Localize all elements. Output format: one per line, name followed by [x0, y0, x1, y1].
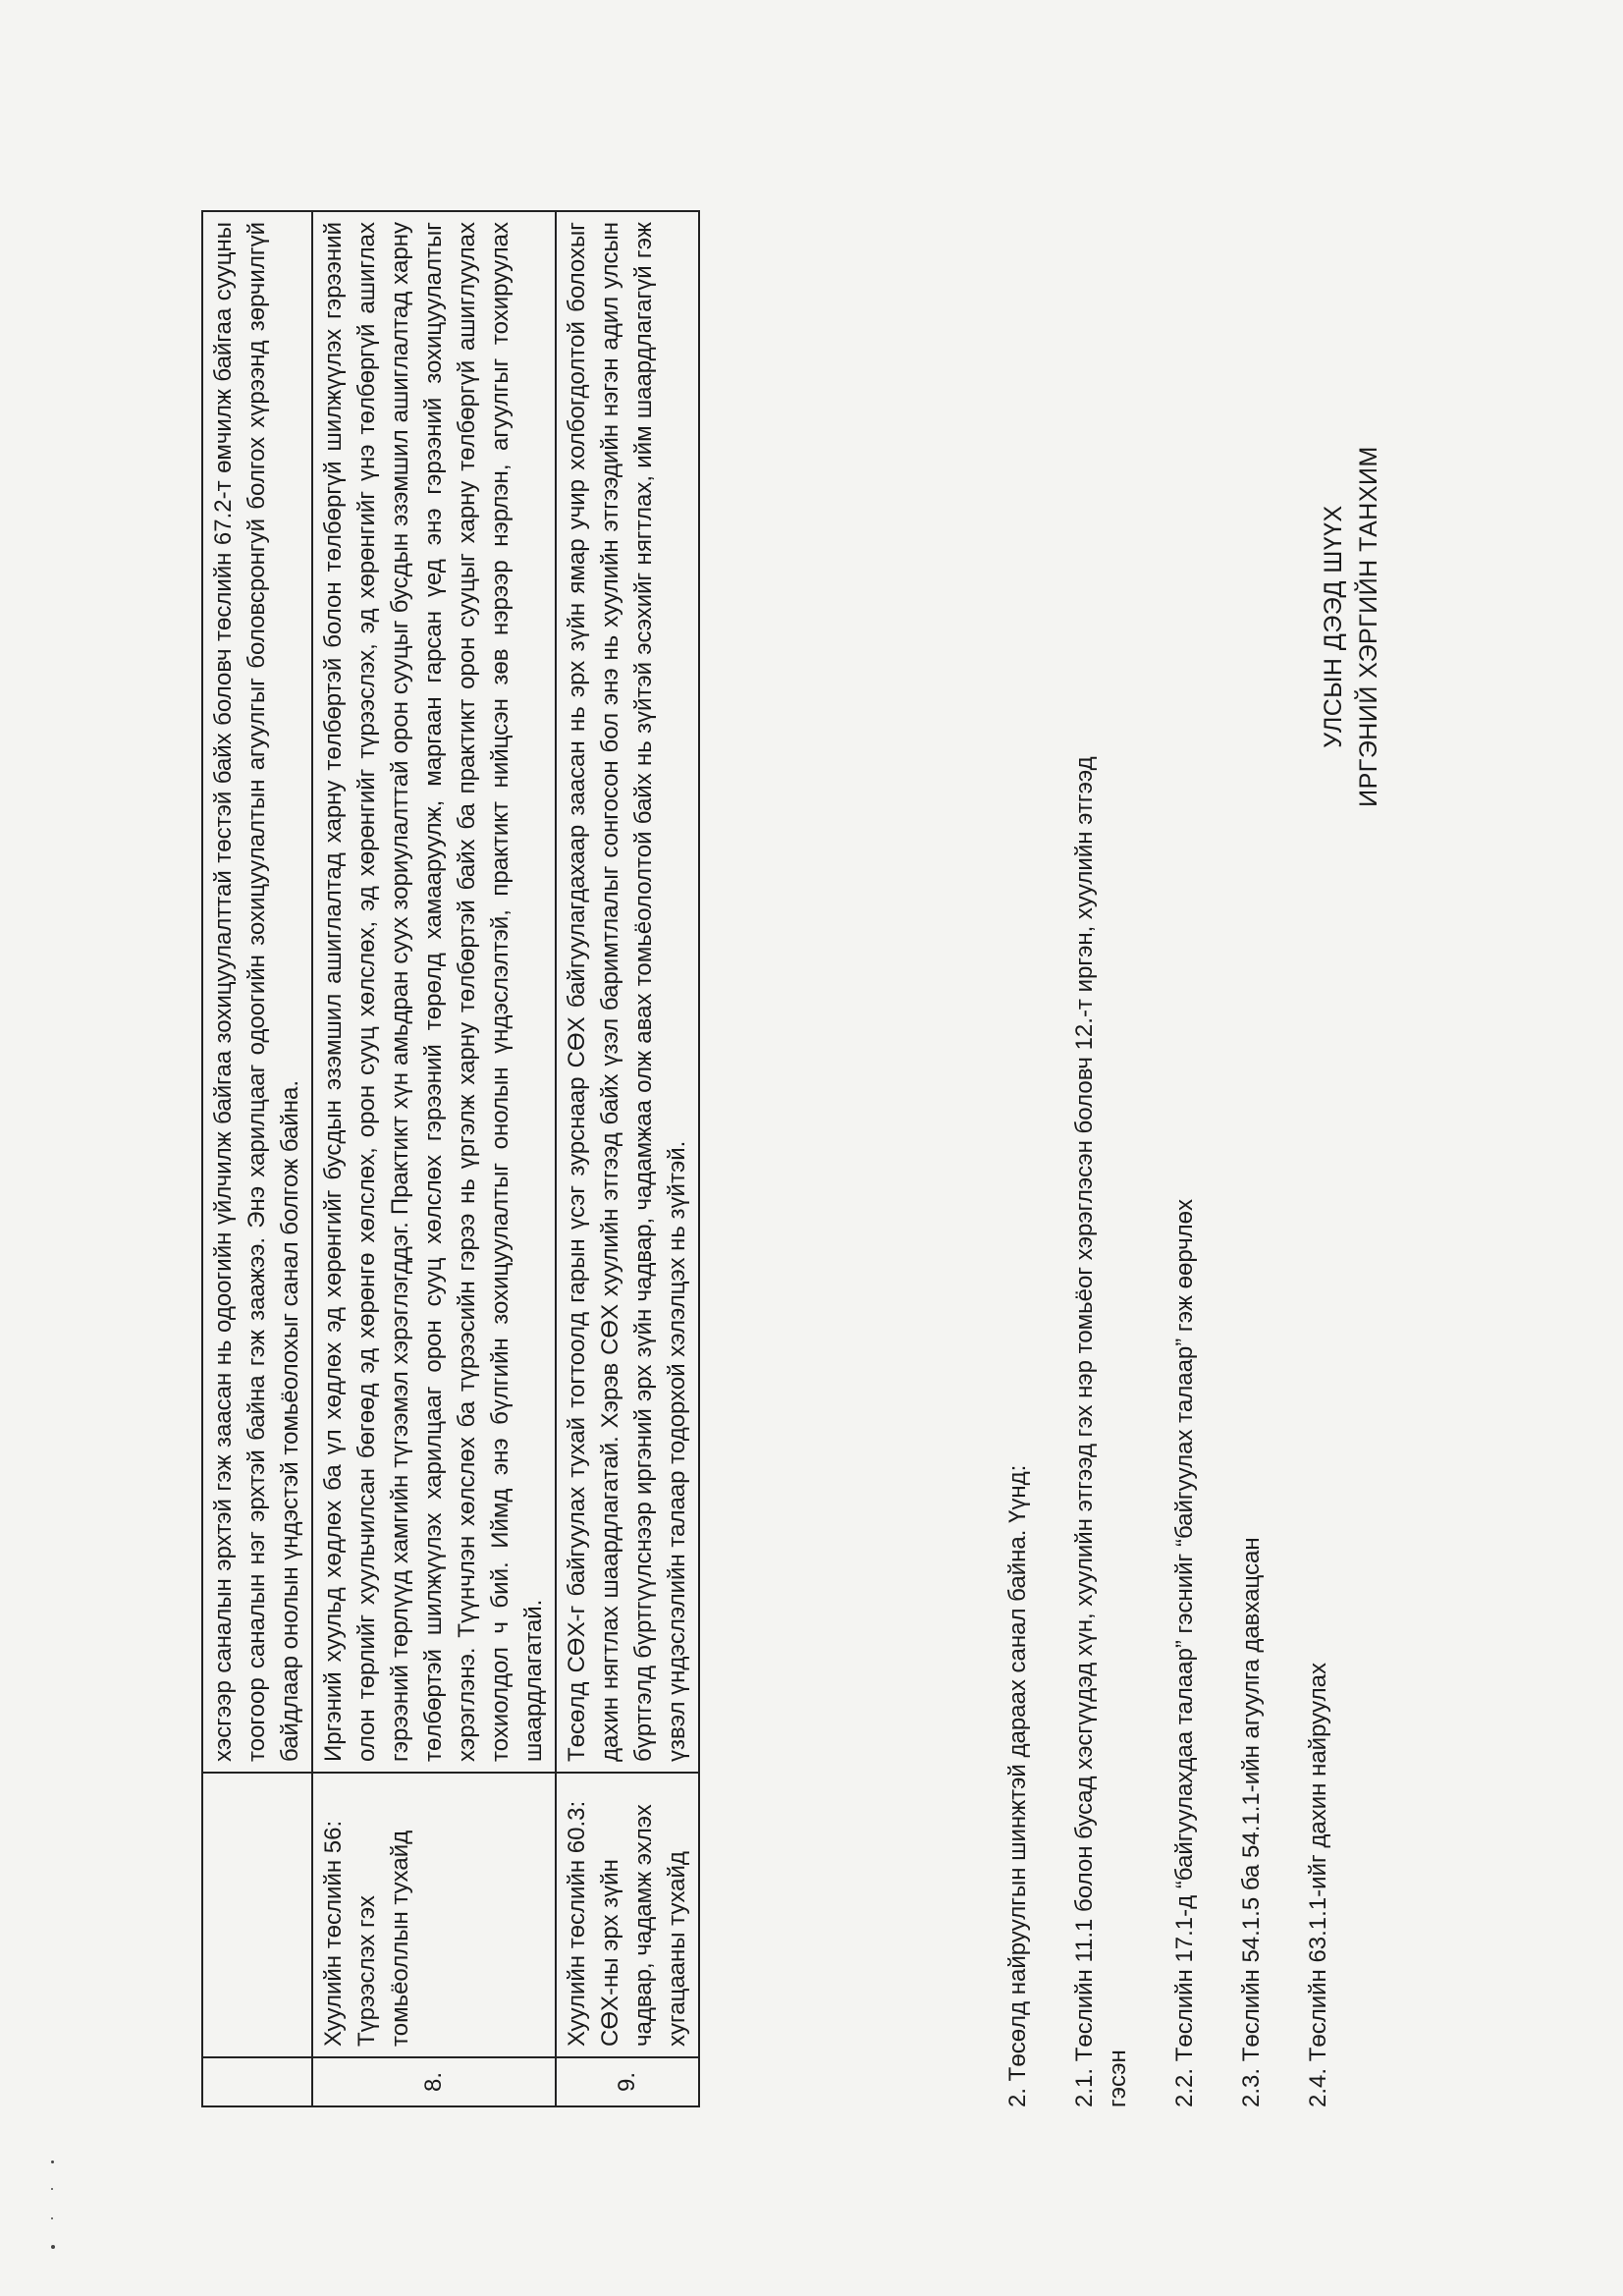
section-intro: 2. Төсөлд найруулгын шинжтэй дараах санал байна. Үүнд:: [1004, 1464, 1031, 2107]
list-item: 2.3. Төслийн 54.1.5 ба 54.1.1-ийн агуулга давхацсан: [1238, 1537, 1265, 2107]
row-body: хэсгээр саналын эрхтэй гэж заасан нь одоогийн үйлчилж байгаа зохицуулалттай төстэй байх боловч төслийн 67.2-т өмчилж байгаа сууцны тоогоор саналын нэг эрхтэй байна гэж заажээ. Энэ харилцааг одоогийн зохицуулалтын агуулгыг боловсронгуй болгох хүрээнд зөрчилгүй байдлаар онолын үндэстэй томьёолохыг санал болгож байна.: [202, 211, 312, 1773]
signature-block: [1316, 332, 1386, 921]
row-body: Төсөлд СӨХ-г байгуулах тухай тогтоолд гарын үсэг зурснаар СӨХ байгуулагдахаар заасан нь эрх зүйн ямар учир холбогдолтой болохыг дахин нягтлах шаардлагатай. Хэрэв СӨХ хуулийн этгээд байх үзэл баримтлалыг сонгосон бол энэ нь хуулийн этгээдийн нэгэн адил улсын бүртгэлд бүртгүүлснээр иргэний эрх зүйн чадвар, чадамжаа олж авах томьёололтой байх нь зүйтэй эсэхийг нягтлах, ийм шаардлагагүй гэж үзвэл үндэслэлийн талаар тодорхой хэлэлцэх нь зүйтэй.: [556, 211, 699, 1773]
signature-line: ИРГЭНИЙ ХЭРГИЙН ТАНХИМ: [1355, 446, 1382, 807]
signature-line: УЛСЫН ДЭЭД ШҮҮХ: [1320, 505, 1347, 748]
list-item: 2.1. Төслийн 11.1 болон бусад хэсгүүдэд хүн, хуулийн этгээд гэх нэр томьёог хэрэглэсэн боловч 12.-т иргэн, хуулийн этгээд гэсэн: [1071, 756, 1131, 2107]
comments-table: [201, 210, 700, 2107]
row-title: Хуулийн төслийн 60.3: СӨХ-ны эрх зүйн чадвар, чадамж эхлэх хугацааны тухайд: [556, 1773, 699, 2057]
list-item: 2.2. Төслийн 17.1-д “байгуулахдаа талаар” гэснийг “байгуулах талаар” гэж өөрчлөх: [1171, 1198, 1198, 2107]
table-row: [202, 211, 312, 2106]
table-row: [556, 211, 699, 2106]
list-item: 2.4. Төслийн 63.1.1-ийг дахин найруулах: [1305, 1663, 1331, 2107]
row-number: [202, 2057, 312, 2106]
row-body: Иргэний хуульд хөдлөх ба үл хөдлөх эд хөрөнгийг бусдын эзэмшил ашиглалтад харну төлбөртэй болон төлбөргүй шилжүүлэх гэрээний олон төрлийг хуульчилсан бөгөөд эд хөрөнгө хөлслөх, орон сууц хөлслөх, эд хөрөнгийг түрээслэх, эд хөрөнгийг үнэ төлбөргүй ашиглах гэрээний төрлүүд хамгийн түгээмэл хэрэглэгддэг. Практикт хүн амьдран суух зориулалттай орон сууцыг бусдын эзэмшил ашиглалтад харну төлбөртэй шилжүүлэх харилцааг орон сууц хөлслөх гэрээний төрөлд хамааруулж, маргаан гарсан үед энэ гэрээний зохицуулалтыг хэрэглэнэ. Түүнчлэн хөлслөх ба түрээсийн гэрээ нь үргэлж харну төлбөртэй байх ба практикт орон сууцыг харну төлбөргүй ашиглуулах тохиолдол ч бий. Иймд энэ бүлгийн зохицуулалтыг онолын үндэслэлтэй, практикт нийцсэн зөв нэрээр нэрлэн, агуулгыг тохируулах шаардлагатай.: [312, 211, 556, 1773]
row-title: Хуулийн төслийн 56: Түрээслэх гэх томьёоллын тухайд: [312, 1773, 556, 2057]
table-row: [312, 211, 556, 2106]
row-title: [202, 1773, 312, 2057]
row-number: 9.: [556, 2057, 699, 2106]
row-number: 8.: [312, 2057, 556, 2106]
scan-margin-marks: [49, 2160, 57, 2269]
